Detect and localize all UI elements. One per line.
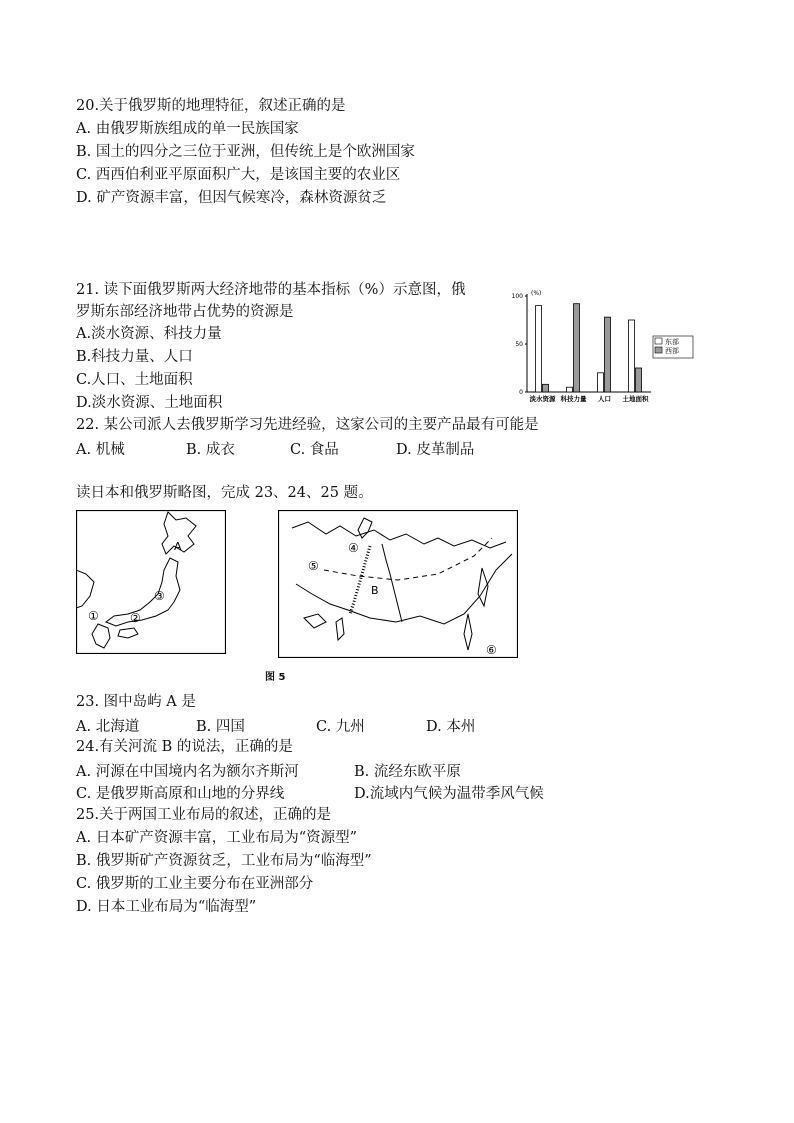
q21-option-d: D.淡水资源、土地面积	[76, 395, 223, 411]
q24-option-d: D.流域内气候为温带季风气候	[354, 786, 544, 802]
q23-option-a: A. 北海道	[76, 719, 140, 735]
q22-option-c: C. 食品	[290, 442, 339, 458]
bar-west-1	[574, 304, 580, 392]
maps-intro: 读日本和俄罗斯略图，完成 23、24、25 题。	[76, 485, 373, 501]
q20-option-a: A. 由俄罗斯族组成的单一民族国家	[76, 121, 299, 137]
q25-option-a: A. 日本矿产资源丰富，工业布局为“资源型”	[76, 830, 358, 846]
q22-option-d: D. 皮革制品	[396, 442, 475, 458]
label-5: ⑤	[308, 559, 319, 573]
x-tick-label: 人口	[598, 395, 611, 403]
q24-stem: 24.有关河流 B 的说法，正确的是	[76, 739, 293, 755]
label-a: A	[174, 540, 182, 553]
resource-bar-chart	[505, 286, 695, 408]
legend-label: 西部	[665, 347, 679, 355]
q25-option-c: C. 俄罗斯的工业主要分布在亚洲部分	[76, 876, 314, 892]
q24-option-c: C. 是俄罗斯高原和山地的分界线	[76, 786, 285, 802]
q24-option-b: B. 流经东欧平原	[354, 764, 461, 780]
label-4: ④	[348, 541, 359, 555]
bar-west-0	[543, 384, 549, 392]
q23-option-b: B. 四国	[196, 719, 245, 735]
label-1: ①	[88, 609, 99, 623]
q25-stem: 25.关于两国工业布局的叙述，正确的是	[76, 807, 332, 823]
bar-west-2	[605, 317, 611, 392]
bar-east-0	[536, 306, 542, 392]
label-3: ③	[154, 589, 165, 603]
legend-label: 东部	[665, 338, 679, 346]
x-tick-label: 土地面积	[622, 395, 649, 403]
russia-map	[278, 510, 518, 658]
q21-option-b: B.科技力量、人口	[76, 349, 193, 365]
x-tick-label: 淡水资源	[529, 395, 556, 403]
figure-caption: 图 5	[265, 672, 286, 683]
q23-option-d: D. 本州	[426, 719, 476, 735]
label-b: B	[371, 584, 379, 597]
x-tick-label: 科技力量	[560, 395, 587, 403]
q21-option-c: C.人口、土地面积	[76, 372, 193, 388]
q23-stem: 23. 图中岛屿 A 是	[76, 694, 196, 710]
q23-option-c: C. 九州	[316, 719, 365, 735]
q20-option-d: D. 矿产资源丰富，但因气候寒冷，森林资源贫乏	[76, 190, 387, 206]
q25-option-d: D. 日本工业布局为“临海型”	[76, 899, 257, 915]
bar-east-1	[567, 387, 573, 392]
q20-option-b: B. 国土的四分之三位于亚洲，但传统上是个欧洲国家	[76, 144, 415, 160]
q20-stem: 20.关于俄罗斯的地理特征，叙述正确的是	[76, 98, 346, 114]
q25-option-b: B. 俄罗斯矿产资源贫乏，工业布局为“临海型”	[76, 853, 372, 869]
bar-east-2	[598, 373, 604, 392]
y-tick-label: 100	[511, 293, 523, 300]
q22-option-b: B. 成衣	[186, 442, 235, 458]
q20-option-c: C. 西西伯利亚平原面积广大，是该国主要的农业区	[76, 167, 401, 183]
y-axis-label: (%)	[531, 290, 542, 297]
q22-option-a: A. 机械	[76, 442, 125, 458]
label-2: ②	[130, 611, 141, 625]
legend-swatch	[655, 338, 662, 344]
y-tick-label: 50	[515, 341, 523, 348]
q21-option-a: A.淡水资源、科技力量	[76, 326, 222, 342]
bar-west-3	[636, 368, 642, 392]
q24-option-a: A. 河源在中国境内名为额尔齐斯河	[76, 764, 299, 780]
q22-stem: 22. 某公司派人去俄罗斯学习先进经验，这家公司的主要产品最有可能是	[76, 417, 539, 433]
legend-swatch	[655, 347, 662, 353]
q21-stem-line2: 罗斯东部经济地带占优势的资源是	[76, 304, 294, 320]
y-tick-label: 0	[519, 389, 523, 396]
bar-east-3	[629, 320, 635, 392]
label-6: ⑥	[486, 643, 497, 657]
japan-map	[76, 510, 226, 654]
q21-stem-line1: 21. 读下面俄罗斯两大经济地带的基本指标（%）示意图，俄	[76, 282, 466, 298]
